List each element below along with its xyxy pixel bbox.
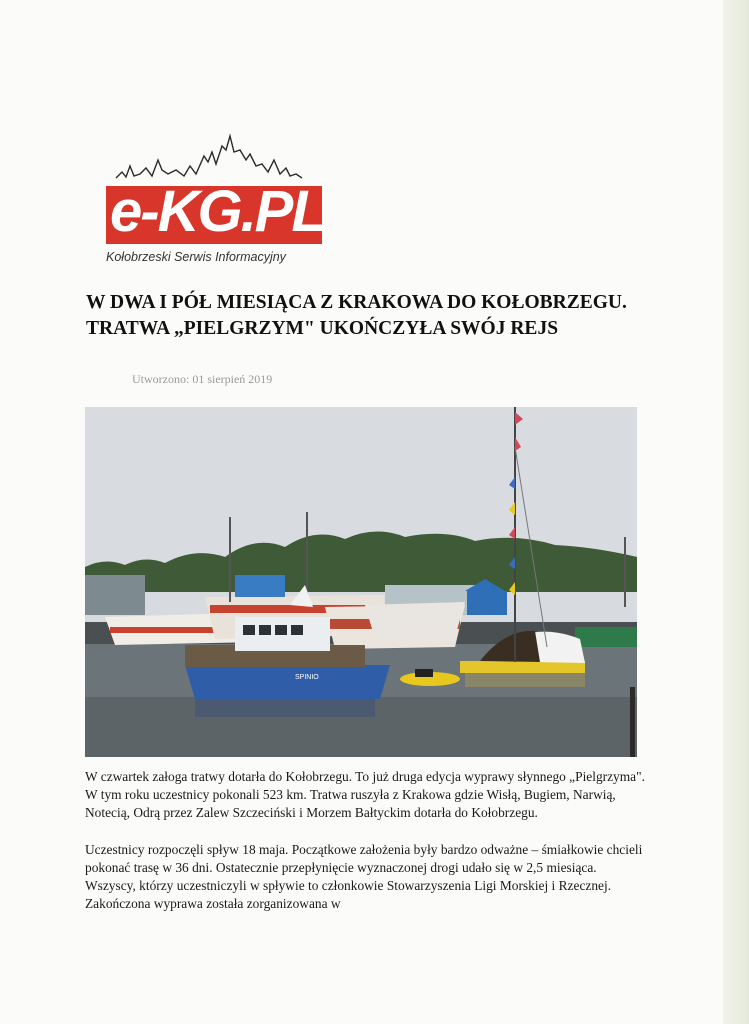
blue-tarp [235,575,285,597]
harbor-building [85,575,145,615]
site-logo[interactable] [100,130,330,270]
green-boat [575,627,637,647]
logo-text: e-KG.PL [110,179,325,244]
raft-pielgrzym [460,661,585,673]
article-body [85,768,645,931]
paragraph-2: Uczestnicy rozpoczęli spływ 18 maja. Początkowe założenia były bardzo odważne – śmiałkowie chcieli pokonać trasę w 36 dni. Ostatecznie przepłynięcie wyznaczonej drogi udało się w 2,5 miesiąca. Wszyscy, którzy uczestniczyli w spływie to członkowie Stowarzyszenia Ligi Morskiej i Rzecznej. Zakończona wyprawa została zorganizowana w [85,841,643,912]
article-title: W DWA I PÓŁ MIESIĄCA Z KRAKOWA DO KOŁOBRZEGU. TRATWA „PIELGRZYM" UKOŃCZYŁA SWÓJ REJS [86,292,627,339]
blue-tent [467,591,507,615]
created-date: Utworzono: 01 sierpień 2019 [132,372,273,386]
blue-boat [185,665,390,699]
paragraph-1: W czwartek załoga tratwy dotarła do Kołobrzegu. To już druga edycja wyprawy słynnego „Pielgrzyma". W tym roku uczestnicy pokonali 523 km. Tratwa ruszyła z Krakowa gdzie Wisłą, Bugiem, Narwią, Notecią, Odrą przez Zalew Szczeciński i Morzem Bałtyckim dotarła do Kołobrzegu. [85,769,645,821]
dock-post [630,687,635,757]
reflection [195,699,375,717]
article-photo [85,407,637,757]
logo-tagline: Kołobrzeski Serwis Informacyjny [106,250,286,264]
boat-name-label: SPINIO [295,674,319,681]
